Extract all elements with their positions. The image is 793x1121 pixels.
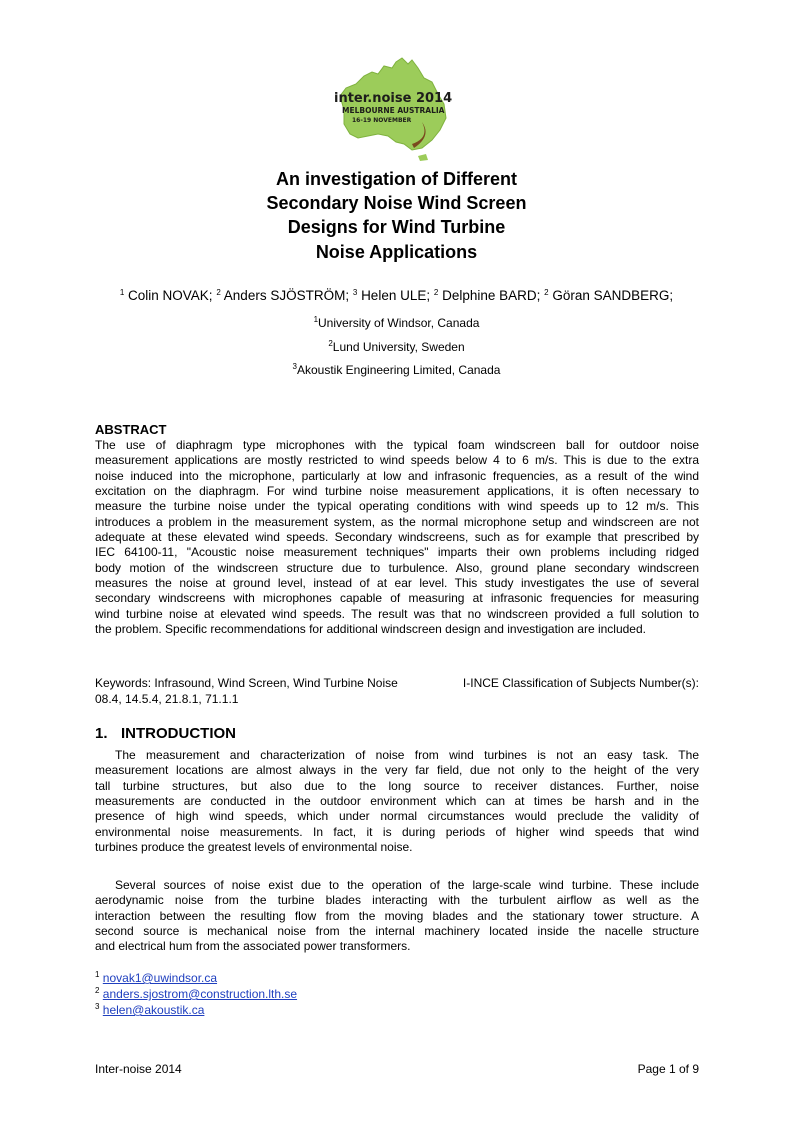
- intro-line: second source is mechanical noise from the internal machinery located inside the nacelle structure: [95, 924, 699, 939]
- intro-line: and electrical hum from the associated power transformers.: [95, 939, 411, 954]
- author-name: Delphine BARD;: [442, 288, 541, 303]
- affiliation: [150, 316, 643, 330]
- abstract-line: noise induced into the microphone, particularly at low and infrasonic frequencies, as a result of the wind: [95, 468, 699, 483]
- abstract-line: introduces a problem in the measurement system, as the normal microphone setup and windscreen are not: [95, 514, 699, 529]
- email-link[interactable]: novak1@uwindsor.ca: [102, 971, 218, 985]
- affiliation-sup: 2: [328, 339, 333, 348]
- abstract-line: adequate at these elevated wind speeds. Secondary windscreens, such as for example that prescribed by: [95, 530, 699, 545]
- section-number: 1.: [95, 725, 108, 742]
- title-line: Secondary Noise Wind Screen: [266, 193, 527, 214]
- affiliation-text: Akoustik Engineering Limited, Canada: [296, 363, 501, 377]
- author-name: Anders SJÖSTRÖM;: [223, 288, 350, 303]
- footnote-sup: 1: [95, 970, 100, 979]
- intro-line: measurement locations are almost always in the very far field, due not only to the height of the very: [95, 763, 699, 778]
- keywords-block: [95, 676, 699, 707]
- intro-line: tall turbine structures, but also due to the long source to receiver distances. Further, noise: [95, 778, 699, 793]
- footnotes: [95, 970, 297, 1018]
- author-sup: 2: [433, 288, 439, 297]
- abstract-line: measures the noise at ground level, instead of at ear level. This study investigates the use of several: [95, 576, 699, 591]
- abstract-heading: ABSTRACT: [95, 422, 167, 437]
- logo-title: inter.noise 2014: [334, 91, 453, 106]
- footnote-sup: 2: [95, 986, 100, 995]
- abstract-line: measurement applications are mostly restricted to wind speeds below 4 to 6 m/s. This is due to the extra: [95, 453, 699, 468]
- footer-page-number: Page 1 of 9: [637, 1062, 699, 1076]
- intro-line: aerodynamic noise from the turbine blades interacting with the turbulent airflow as well as the: [95, 893, 699, 908]
- footer-conference: Inter-noise 2014: [95, 1062, 182, 1076]
- tasmania-icon: [418, 154, 428, 161]
- logo-dates: 16-19 NOVEMBER: [352, 117, 412, 124]
- affiliation: [150, 340, 643, 354]
- affiliation-text: University of Windsor, Canada: [318, 316, 480, 330]
- abstract-body: [95, 438, 699, 637]
- affiliation-sup: 1: [313, 315, 319, 324]
- intro-line: interaction between the resulting flow from the moving blades and the stationary tower structure. A: [95, 908, 699, 923]
- author-sup: 3: [352, 288, 358, 297]
- logo-location: MELBOURNE AUSTRALIA: [342, 106, 445, 115]
- author-name: Helen ULE;: [361, 288, 431, 303]
- email-link[interactable]: helen@akoustik.ca: [102, 1003, 205, 1017]
- footnote: [95, 986, 297, 1002]
- abstract-line: excitation on the diaphragm. For wind turbine noise measurement applications, it is often necessary to: [95, 484, 699, 499]
- intro-line: environmental noise measurements. In fact, it is during periods of higher wind speeds that wind: [95, 824, 699, 839]
- author-name: Colin NOVAK;: [128, 288, 213, 303]
- intro-paragraph-2: [95, 878, 699, 955]
- abstract-line: measure the turbine noise under the typical operating conditions with wind speeds up to 12 m/s. This: [95, 499, 699, 514]
- affiliation: [150, 363, 643, 377]
- title-line: Noise Applications: [315, 241, 478, 262]
- intro-line: measurements are conducted in the outdoor environment which can at times be harsh and in the: [95, 794, 699, 809]
- intro-line: turbines produce the greatest levels of environmental noise.: [95, 840, 413, 855]
- abstract-line: body motion of the windscreen structure due to turbulence. Also, ground plane secondary windscreen: [95, 560, 699, 575]
- paper-title: [150, 167, 643, 264]
- title-line: Designs for Wind Turbine: [287, 217, 506, 238]
- intro-line: The measurement and characterization of noise from wind turbines is not an easy task. The: [115, 748, 699, 762]
- section-heading-introduction: [95, 725, 236, 742]
- footnote-sup: 3: [95, 1002, 100, 1011]
- abstract-line: wind turbine noise at elevated wind speeds. The result was that no windscreen provided a full solution to: [95, 606, 699, 621]
- classification-numbers: 08.4, 14.5.4, 21.8.1, 71.1.1: [95, 691, 239, 706]
- footnote: [95, 1002, 297, 1018]
- affiliation-text: Lund University, Sweden: [332, 340, 465, 354]
- keywords-label: Keywords: Infrasound, Wind Screen, Wind Turbine Noise: [95, 676, 398, 690]
- section-title: INTRODUCTION: [121, 725, 236, 742]
- intro-line: Several sources of noise exist due to the operation of the large-scale wind turbine. These include: [115, 878, 699, 892]
- affiliation-sup: 3: [292, 362, 297, 371]
- conference-logo: [326, 52, 456, 162]
- abstract-line: IEC 64100-11, "Acoustic noise measurement techniques" imparts their own problems including ridged: [95, 545, 699, 560]
- intro-line: presence of high wind speeds, which under normal circumstances would preclude the validity of: [95, 809, 699, 824]
- author-name: Göran SANDBERG;: [552, 288, 674, 303]
- abstract-line: secondary windscreens with microphones capable of measuring at infrasonic frequencies for measuring: [95, 591, 699, 606]
- author-sup: 2: [544, 288, 549, 297]
- classification-label: I-INCE Classification of Subjects Number(s):: [462, 676, 699, 690]
- title-line: An investigation of Different: [275, 169, 517, 189]
- intro-paragraph-1: [95, 748, 699, 855]
- author-sup: 2: [216, 288, 221, 297]
- abstract-line: the problem. Specific recommendations for additional windscreen design and investigation are included.: [95, 622, 646, 637]
- abstract-line: The use of diaphragm type microphones with the typical foam windscreen ball for outdoor noise: [95, 438, 699, 452]
- email-link[interactable]: anders.sjostrom@construction.lth.se: [102, 987, 298, 1001]
- author-sup: 1: [119, 288, 125, 297]
- footnote: [95, 970, 297, 986]
- author-list: [60, 288, 733, 303]
